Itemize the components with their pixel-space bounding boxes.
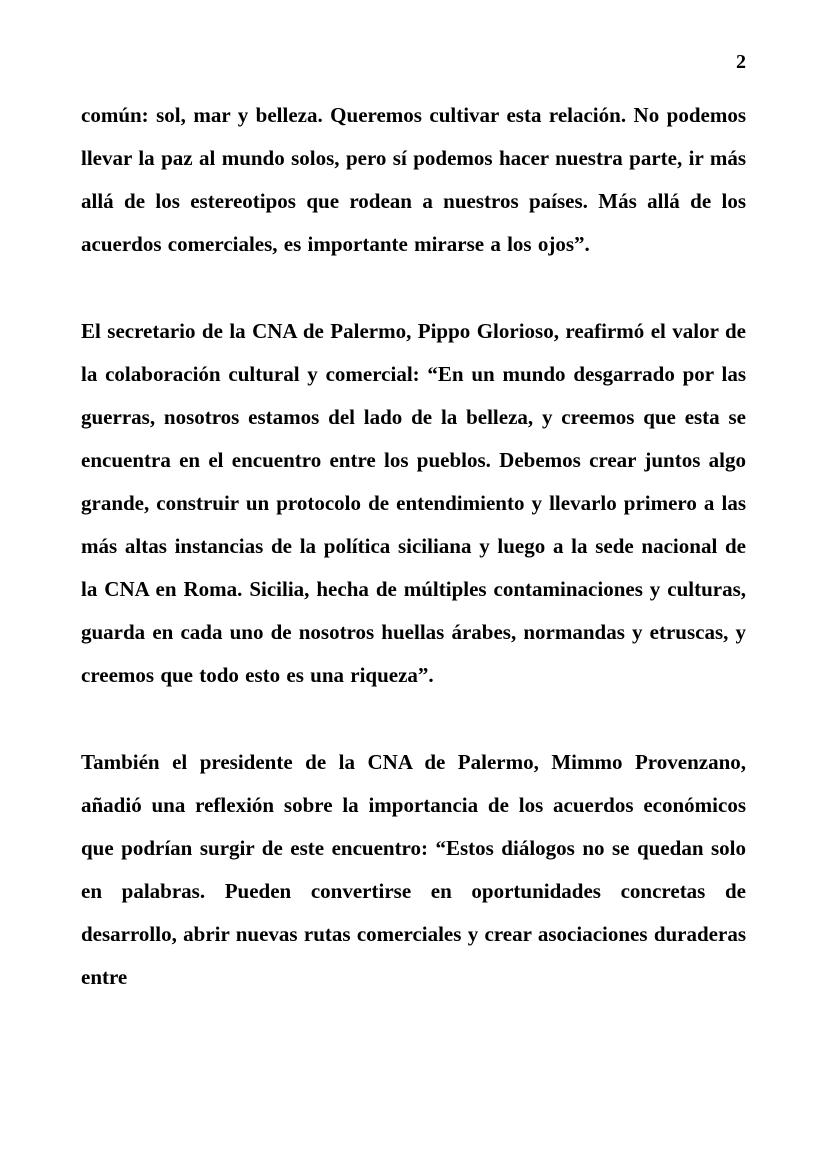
paragraph-president-quote: También el presidente de la CNA de Palermo, Mimmo Provenzano, añadió una reflexión sobre la importancia de los acuerdos económicos que podrían surgir de este encuentro: “Estos diálogos no se quedan solo en palabras. Pueden convertirse en oportunidades concretas de desarrollo, abrir nuevas rutas comerciales y crear asociaciones duraderas entre <box>81 750 746 989</box>
paragraph-secretary-quote: El secretario de la CNA de Palermo, Pippo Glorioso, reafirmó el valor de la colaboración cultural y comercial: “En un mundo desgarrado por las guerras, nosotros estamos del lado de la belleza, y creemos que esta se encuentra en el encuentro entre los pueblos. Debemos crear juntos algo grande, construir un protocolo de entendimiento y llevarlo primero a las más altas instancias de la política siciliana y luego a la sede nacional de la CNA en Roma. Sicilia, hecha de múltiples contaminaciones y culturas, guarda en cada uno de nosotros huellas árabes, normandas y etruscas, y creemos que todo esto es una riqueza”. <box>81 319 746 687</box>
document-body <box>81 94 746 999</box>
page-number: 2 <box>736 51 746 73</box>
paragraph-quote-continuation: común: sol, mar y belleza. Queremos cultivar esta relación. No podemos llevar la paz al mundo solos, pero sí podemos hacer nuestra parte, ir más allá de los estereotipos que rodean a nuestros países. Más allá de los acuerdos comerciales, es importante mirarse a los ojos”. <box>81 103 746 256</box>
